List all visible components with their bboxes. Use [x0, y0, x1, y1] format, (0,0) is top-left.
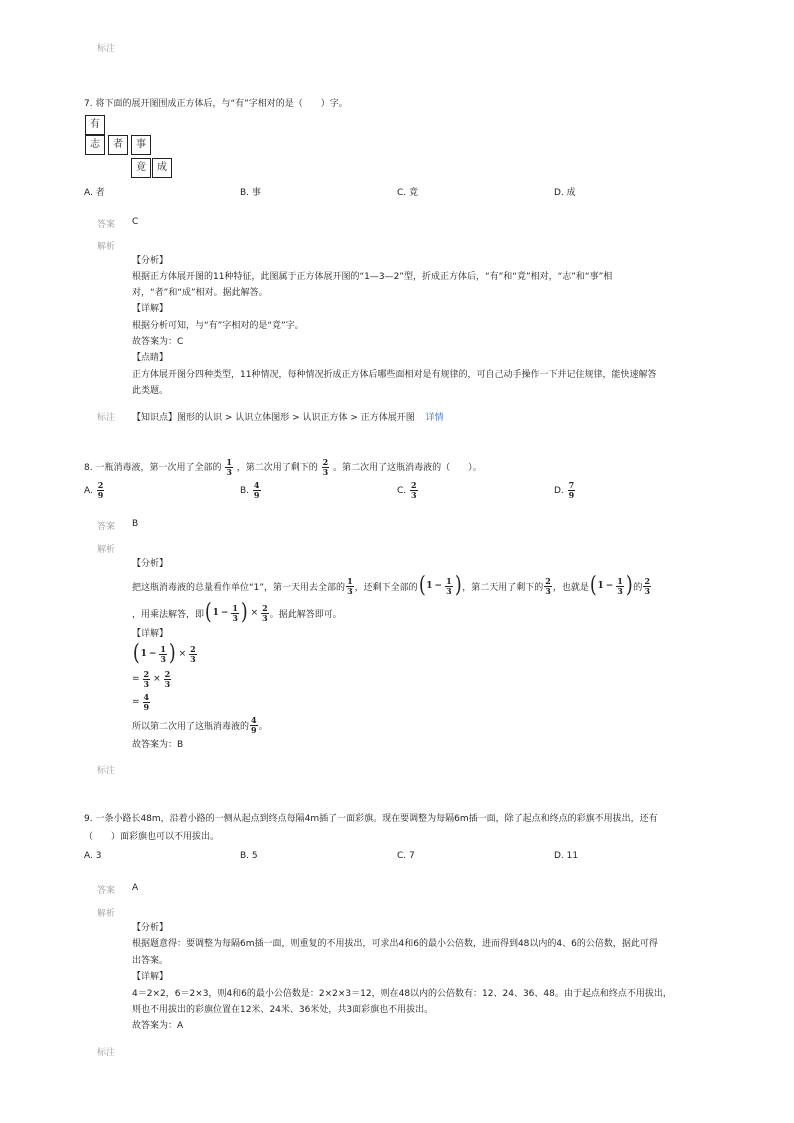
q8-option-b[interactable] — [240, 480, 262, 502]
q7-xiangjie-2: 故答案为：C — [132, 337, 184, 347]
option-letter: D. — [554, 486, 564, 496]
net-cell-1: 有 — [85, 115, 105, 135]
frac-num: 2 — [164, 668, 171, 679]
option-fraction — [568, 481, 576, 500]
fraction — [261, 604, 269, 623]
option-letter: B. — [240, 486, 250, 496]
q7-knowledge-path — [132, 410, 444, 423]
q7-fenxi-1: 根据正方体展开图的11种特征，此图属于正方体展开图的“1—3—2”型，折成正方体后，“有”和“竟”相对，“志”和“事”相 — [132, 272, 613, 282]
frac-den: 3 — [164, 678, 171, 689]
frac-num: 2 — [411, 480, 417, 490]
q9-answer: A — [132, 883, 139, 893]
right-paren: ) — [454, 573, 462, 598]
q8-final: 故答案为：B — [132, 740, 184, 750]
fraction — [143, 693, 151, 712]
knowledge-text: 【知识点】图形的认识 > 认识立体图形 > 认识正方体 > 正方体展开图 — [132, 413, 415, 423]
one: 1 — [426, 581, 433, 591]
q8-option-c[interactable] — [397, 480, 419, 502]
fraction — [159, 645, 167, 664]
paren-expression — [589, 575, 634, 597]
paren-expression — [132, 643, 177, 665]
q8-step-1 — [132, 641, 198, 667]
q7-answer: C — [132, 217, 139, 227]
option-fraction — [253, 481, 261, 500]
text: ，也就是 — [552, 582, 589, 593]
frac-den: 3 — [322, 467, 329, 477]
option-fraction — [97, 481, 105, 500]
fraction — [346, 577, 354, 596]
times-sign: × — [178, 649, 187, 659]
q7-option-a[interactable]: A. 者 — [84, 188, 105, 198]
times-sign: × — [153, 674, 161, 684]
q7-stem: 7. 将下面的展开图围成正方体后，与“有”字相对的是（ ）字。 — [84, 99, 348, 109]
frac-den: 3 — [160, 653, 166, 664]
fraction — [445, 577, 453, 596]
q7-dianjing-2: 此类题。 — [132, 386, 169, 396]
q9-xiangjie-2: 则也不用拔出的彩旗位置在12米、24米、36米处，共3面彩旗也不用拔出。 — [132, 1005, 434, 1015]
net-cell-3: 者 — [108, 135, 128, 155]
frac-num: 1 — [232, 602, 238, 613]
fraction — [616, 577, 624, 596]
frac-num: 1 — [160, 643, 166, 654]
one: 1 — [140, 649, 147, 659]
fraction — [143, 670, 151, 689]
q9-answer-label: 答案 — [97, 886, 116, 896]
q7-option-c[interactable]: C. 竟 — [397, 188, 419, 198]
q9-analysis-label: 解析 — [97, 909, 116, 919]
q8-xiangjie-title: 【详解】 — [132, 629, 169, 639]
q7-option-d[interactable]: D. 成 — [554, 188, 576, 198]
frac-num: 2 — [644, 575, 651, 586]
q9-xiangjie-3: 故答案为：A — [132, 1021, 184, 1031]
frac-den: 3 — [545, 585, 551, 596]
q8-stem-c: 。第二次用了这瓶消毒液的（ ）。 — [333, 463, 482, 473]
left-paren: ( — [132, 641, 140, 666]
frac-num: 2 — [143, 668, 150, 679]
q8-stem-a: 8. 一瓶消毒液，第一次用了全部的 — [84, 463, 222, 473]
frac-den: 3 — [617, 585, 623, 596]
q8-fenxi-title: 【分析】 — [132, 559, 169, 569]
fraction — [164, 670, 172, 689]
left-paren: ( — [589, 573, 597, 598]
q8-frac-2-3 — [322, 458, 330, 477]
minus-sign: − — [605, 581, 614, 591]
option-fraction — [410, 481, 418, 500]
fraction — [250, 716, 258, 735]
q9-fenxi-2: 出答案。 — [132, 956, 169, 966]
q9-xiangjie-title: 【详解】 — [132, 972, 169, 982]
frac-num: 4 — [251, 714, 257, 725]
q9-xiangjie-1: 4＝2×2，6＝2×3，则4和6的最小公倍数是：2×2×3＝12，则在48以内的公倍数有：12、24、36、48。由于起点和终点不用拔出， — [132, 989, 672, 999]
text: 。 — [258, 721, 268, 732]
frac-den: 3 — [644, 585, 651, 596]
text: ，用乘法解答，即 — [132, 609, 205, 620]
frac-den: 9 — [143, 701, 150, 712]
q9-tag-label: 标注 — [97, 1048, 116, 1058]
text: 所以第二次用了这瓶消毒液的 — [132, 721, 250, 732]
q9-option-c[interactable]: C. 7 — [397, 851, 415, 861]
left-paren: ( — [204, 600, 212, 625]
paren-expression — [204, 602, 249, 624]
q8-step-3 — [132, 691, 151, 713]
frac-num: 2 — [190, 643, 196, 654]
text: ，还剩下全部的 — [354, 582, 418, 593]
fraction — [643, 577, 651, 596]
q8-option-d[interactable] — [554, 480, 576, 502]
q8-frac-1-3 — [225, 458, 233, 477]
frac-den: 3 — [411, 490, 417, 500]
q7-tag-label: 标注 — [97, 413, 116, 423]
frac-num: 2 — [262, 602, 268, 613]
frac-num: 4 — [253, 480, 260, 490]
q7-fenxi-2: 对，“者”和“成”相对。据此解答。 — [132, 288, 268, 298]
tag-label-top: 标注 — [97, 44, 116, 54]
frac-den: 3 — [347, 585, 353, 596]
frac-den: 9 — [568, 490, 575, 500]
text: 。据此解答即可。 — [269, 609, 342, 620]
frac-den: 3 — [232, 612, 238, 623]
q8-analysis-label: 解析 — [97, 545, 116, 555]
left-paren: ( — [418, 573, 426, 598]
q7-xiangjie-title: 【详解】 — [132, 304, 169, 314]
q8-fenxi-line-1 — [132, 573, 652, 599]
frac-den: 9 — [97, 490, 104, 500]
q7-fenxi-title: 【分析】 — [132, 256, 169, 266]
right-paren: ) — [168, 641, 176, 666]
fraction — [231, 604, 239, 623]
frac-num: 1 — [347, 575, 353, 586]
q9-fenxi-1: 根据题意得：要调整为每隔6m插一面，则重复的不用拔出，可求出4和6的最小公倍数，进而得到48以内的4、6的公倍数，据此可得 — [132, 939, 658, 949]
q7-dianjing-1: 正方体展开图分四种类型，11种情况，每种情况折成正方体后哪些面相对是有规律的，可自己动手操作一下并记住规律，能快速解答 — [132, 370, 657, 380]
frac-num: 1 — [446, 575, 452, 586]
minus-sign: − — [148, 649, 157, 659]
q8-conclusion — [132, 714, 268, 736]
detail-link[interactable]: 详情 — [425, 413, 444, 423]
q7-xiangjie-1: 根据分析可知，与“有”字相对的是“竟”字。 — [132, 321, 304, 331]
frac-den: 3 — [262, 612, 268, 623]
right-paren: ) — [625, 573, 633, 598]
fraction — [544, 577, 552, 596]
frac-den: 9 — [253, 490, 260, 500]
q9-stem-2: （ ）面彩旗也可以不用拔出。 — [84, 832, 220, 842]
q8-option-a[interactable] — [84, 480, 105, 502]
net-cell-5: 竟 — [131, 158, 151, 178]
q8-answer-label: 答案 — [97, 522, 116, 532]
q8-tag-label: 标注 — [97, 766, 116, 776]
frac-num: 2 — [545, 575, 551, 586]
q9-option-b[interactable]: B. 5 — [240, 851, 258, 861]
q7-analysis-label: 解析 — [97, 242, 116, 252]
frac-den: 9 — [251, 724, 257, 735]
frac-den: 3 — [226, 467, 232, 477]
frac-num: 2 — [97, 480, 104, 490]
equals-sign: = — [132, 674, 140, 684]
q7-dianjing-title: 【点睛】 — [132, 353, 169, 363]
times-sign: × — [250, 608, 259, 618]
q9-option-a[interactable]: A. 3 — [84, 851, 102, 861]
q8-stem-b: ，第二次用了剩下的 — [236, 463, 318, 473]
frac-num: 7 — [568, 480, 575, 490]
q7-answer-label: 答案 — [97, 220, 116, 230]
one: 1 — [597, 581, 604, 591]
q8-fenxi-line-2 — [132, 600, 342, 626]
text: 把这瓶消毒液的总量看作单位“1”，第一天用去全部的 — [132, 582, 346, 593]
net-cell-2: 志 — [85, 135, 105, 155]
right-paren: ) — [240, 600, 248, 625]
minus-sign: − — [220, 608, 229, 618]
net-cell-4: 事 — [131, 135, 151, 155]
fraction — [189, 645, 197, 664]
frac-den: 3 — [190, 653, 196, 664]
frac-num: 2 — [322, 457, 329, 467]
frac-num: 1 — [226, 457, 232, 467]
text: ，第二天用了剩下的 — [462, 582, 544, 593]
frac-den: 3 — [446, 585, 452, 596]
paren-expression — [418, 575, 463, 597]
one: 1 — [212, 608, 219, 618]
equals-sign: = — [132, 697, 140, 707]
option-letter: C. — [397, 486, 407, 496]
q9-fenxi-title: 【分析】 — [132, 923, 169, 933]
frac-num: 4 — [143, 691, 150, 702]
frac-den: 3 — [143, 678, 150, 689]
text: 的 — [633, 582, 643, 593]
q9-stem-1: 9. 一条小路长48m，沿着小路的一侧从起点到终点每隔4m插了一面彩旗。现在要调整为每隔6m插一面，除了起点和终点的彩旗不用拔出，还有 — [84, 814, 658, 824]
option-letter: A. — [84, 486, 93, 496]
frac-num: 1 — [617, 575, 623, 586]
q8-step-2 — [132, 668, 172, 690]
q9-option-d[interactable]: D. 11 — [554, 851, 579, 861]
q8-answer: B — [132, 519, 139, 529]
minus-sign: − — [434, 581, 443, 591]
q7-option-b[interactable]: B. 事 — [240, 188, 261, 198]
net-cell-6: 成 — [152, 158, 172, 178]
q8-stem — [84, 457, 482, 479]
